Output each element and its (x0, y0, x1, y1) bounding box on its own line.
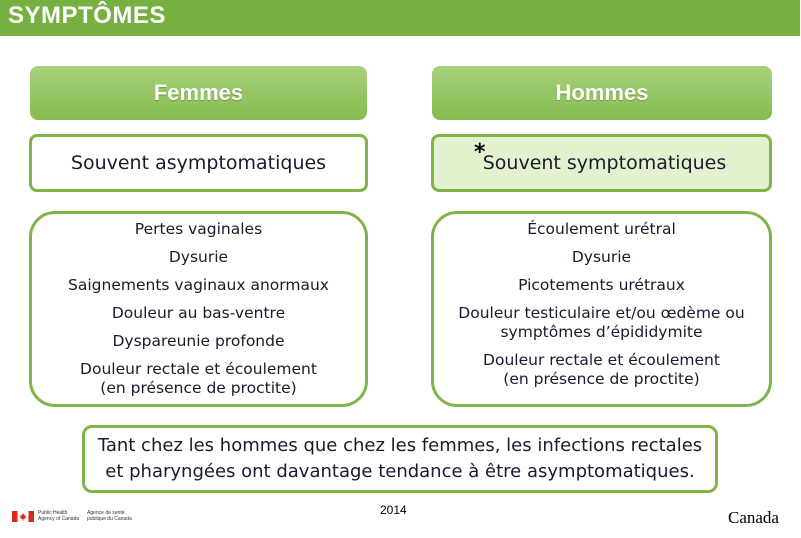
symptom-item (32, 360, 365, 398)
symptom-item (32, 248, 365, 267)
symptom-item (434, 351, 769, 389)
symptom-line-1: Saignements vaginaux anormaux (68, 276, 329, 294)
women-symptoms-box (29, 211, 368, 407)
symptom-item (434, 220, 769, 239)
symptom-line-1: Douleur au bas-ventre (111, 304, 286, 322)
symptom-line-2: (en présence de proctite) (503, 370, 700, 388)
symptom-line-2: symptômes d’épididymite (500, 323, 703, 341)
page-title: SYMPTÔMES (8, 2, 166, 29)
men-header-label: Hommes (555, 80, 649, 105)
men-symptoms-box (431, 211, 772, 407)
women-status-label: Souvent asymptomatiques (70, 152, 327, 174)
symptom-item (32, 332, 365, 351)
symptom-item (434, 276, 769, 295)
symptom-item (434, 304, 769, 342)
agency-name-en: Public Health Agency of Canada (38, 510, 80, 522)
symptom-line-2: (en présence de proctite) (100, 379, 297, 397)
symptom-line-1: Écoulement urétral (527, 220, 676, 238)
note-line-2: et pharyngées ont davantage tendance à être asymptomatiques. (105, 461, 695, 482)
men-header (432, 66, 772, 120)
title-bar (0, 0, 800, 36)
symptom-item (32, 276, 365, 295)
symptom-line-1: Douleur rectale et écoulement (483, 351, 720, 369)
note-line-1: Tant chez les hommes que chez les femmes, les infections rectales (97, 435, 703, 456)
women-status-box (29, 134, 368, 192)
agency-name-fr: Agence de santé publique du Canada (87, 510, 132, 522)
men-status-label: Souvent symptomatiques (482, 152, 727, 174)
women-header (30, 66, 367, 120)
symptom-line-1: Dyspareunie profonde (112, 332, 285, 350)
women-header-label: Femmes (153, 80, 244, 105)
symptom-item (32, 220, 365, 239)
footer-year: 2014 (380, 503, 407, 517)
men-symptoms-list (434, 220, 769, 389)
symptom-line-1: Douleur testiculaire et/ou œdème ou (458, 304, 745, 322)
symptom-line-1: Dysurie (571, 248, 632, 266)
asterisk-mark: * (474, 140, 486, 165)
note-box (82, 425, 718, 493)
canada-wordmark: Canada (728, 508, 779, 527)
phac-logo (12, 510, 132, 522)
symptom-item (434, 248, 769, 267)
canada-flag-icon (12, 511, 34, 522)
symptom-line-1: Pertes vaginales (134, 220, 263, 238)
symptom-line-1: Dysurie (168, 248, 229, 266)
symptom-line-1: Douleur rectale et écoulement (80, 360, 317, 378)
symptom-line-1: Picotements urétraux (518, 276, 685, 294)
symptom-item (32, 304, 365, 323)
women-symptoms-list (32, 220, 365, 398)
